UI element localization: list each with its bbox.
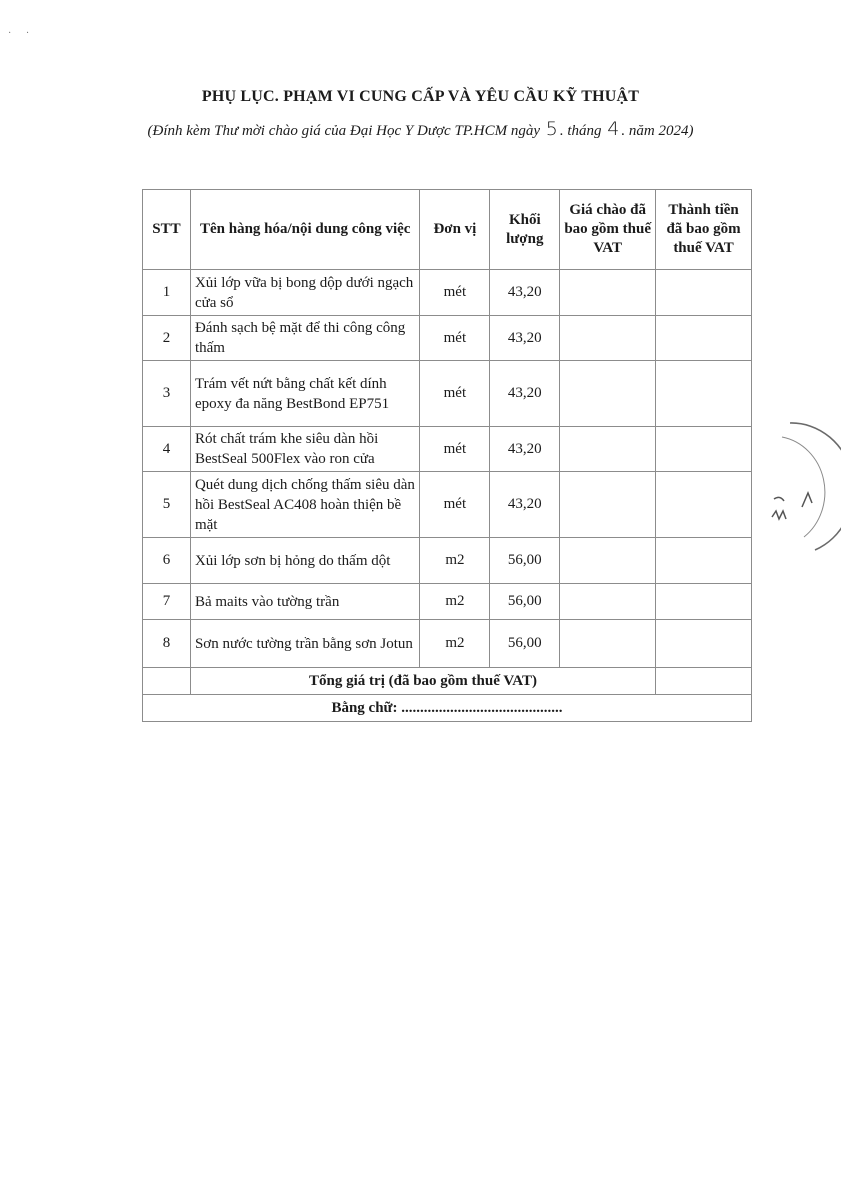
row-price [560, 316, 656, 361]
row-amount [656, 620, 752, 668]
row-stt: 1 [143, 270, 191, 316]
total-row [143, 668, 752, 695]
row-unit: mét [420, 472, 490, 538]
row-qty: 43,20 [490, 270, 560, 316]
scan-specks: · · [8, 28, 36, 39]
total-stt-cell [143, 668, 191, 695]
row-stt: 3 [143, 361, 191, 427]
row-amount [656, 472, 752, 538]
row-unit: m2 [420, 538, 490, 584]
handwritten-day: 5 [545, 118, 558, 140]
subtitle-prefix: (Đính kèm Thư mời chào giá của Đại Học Y Dược TP.HCM ngày [147, 123, 541, 139]
row-amount [656, 538, 752, 584]
row-qty: 56,00 [490, 620, 560, 668]
total-amount [656, 668, 752, 695]
row-unit: mét [420, 270, 490, 316]
row-price [560, 472, 656, 538]
header-name: Tên hàng hóa/nội dung công việc [190, 190, 420, 270]
row-name: Bả maits vào tường trần [190, 584, 420, 620]
page-title: PHỤ LỤC. PHẠM VI CUNG CẤP VÀ YÊU CẦU KỸ THUẬT [201, 88, 640, 105]
row-amount [656, 316, 752, 361]
table-row [143, 620, 752, 668]
row-amount [656, 427, 752, 472]
header-stt: STT [143, 190, 191, 270]
row-amount [656, 584, 752, 620]
row-price [560, 361, 656, 427]
header-unit: Đơn vị [420, 190, 490, 270]
row-qty: 56,00 [490, 538, 560, 584]
row-name: Sơn nước tường trần bằng sơn Jotun [190, 620, 420, 668]
table-row [143, 316, 752, 361]
table-header-row [143, 190, 752, 270]
row-unit: m2 [420, 584, 490, 620]
row-qty: 43,20 [490, 472, 560, 538]
row-price [560, 620, 656, 668]
table-row [143, 472, 752, 538]
subtitle-suffix: năm 2024) [628, 123, 694, 139]
row-qty: 43,20 [490, 427, 560, 472]
row-price [560, 584, 656, 620]
row-qty: 43,20 [490, 361, 560, 427]
row-stt: 5 [143, 472, 191, 538]
row-amount [656, 270, 752, 316]
row-unit: mét [420, 427, 490, 472]
row-name: Quét dung dịch chống thấm siêu dàn hồi BestSeal AC408 hoàn thiện bề mặt [190, 472, 420, 538]
row-price [560, 427, 656, 472]
table-row [143, 538, 752, 584]
row-stt: 6 [143, 538, 191, 584]
row-unit: mét [420, 361, 490, 427]
row-name: Xủi lớp vữa bị bong dộp dưới ngạch cửa sổ [190, 270, 420, 316]
seal-stamp-fragment [760, 415, 841, 565]
row-price [560, 538, 656, 584]
table-row [143, 427, 752, 472]
row-name: Xủi lớp sơn bị hỏng do thấm dột [190, 538, 420, 584]
row-name: Trám vết nứt bằng chất kết dính epoxy đa năng BestBond EP751 [190, 361, 420, 427]
page-subtitle: (Đính kèm Thư mời chào giá của Đại Học Y Dược TP.HCM ngày 5 . tháng 4 . năm 2024) [147, 118, 694, 140]
row-stt: 7 [143, 584, 191, 620]
header-price: Giá chào đã bao gồm thuế VAT [560, 190, 656, 270]
words-row [143, 695, 752, 722]
table-row [143, 584, 752, 620]
row-qty: 43,20 [490, 316, 560, 361]
row-name: Rót chất trám khe siêu dàn hồi BestSeal 500Flex vào ron cửa [190, 427, 420, 472]
header-amount: Thành tiền đã bao gồm thuế VAT [656, 190, 752, 270]
row-stt: 2 [143, 316, 191, 361]
row-stt: 8 [143, 620, 191, 668]
row-amount [656, 361, 752, 427]
scope-table [142, 189, 752, 722]
total-label: Tổng giá trị (đã bao gồm thuế VAT) [190, 668, 655, 695]
table-row [143, 270, 752, 316]
words-label: Bằng chữ: ........................................... [143, 695, 752, 722]
row-qty: 56,00 [490, 584, 560, 620]
header-qty: Khối lượng [490, 190, 560, 270]
subtitle-month-word: tháng [567, 123, 602, 139]
handwritten-month: 4 [607, 118, 620, 140]
row-stt: 4 [143, 427, 191, 472]
table-row [143, 361, 752, 427]
row-unit: mét [420, 316, 490, 361]
row-name: Đánh sạch bệ mặt để thi công công thấm [190, 316, 420, 361]
row-unit: m2 [420, 620, 490, 668]
row-price [560, 270, 656, 316]
